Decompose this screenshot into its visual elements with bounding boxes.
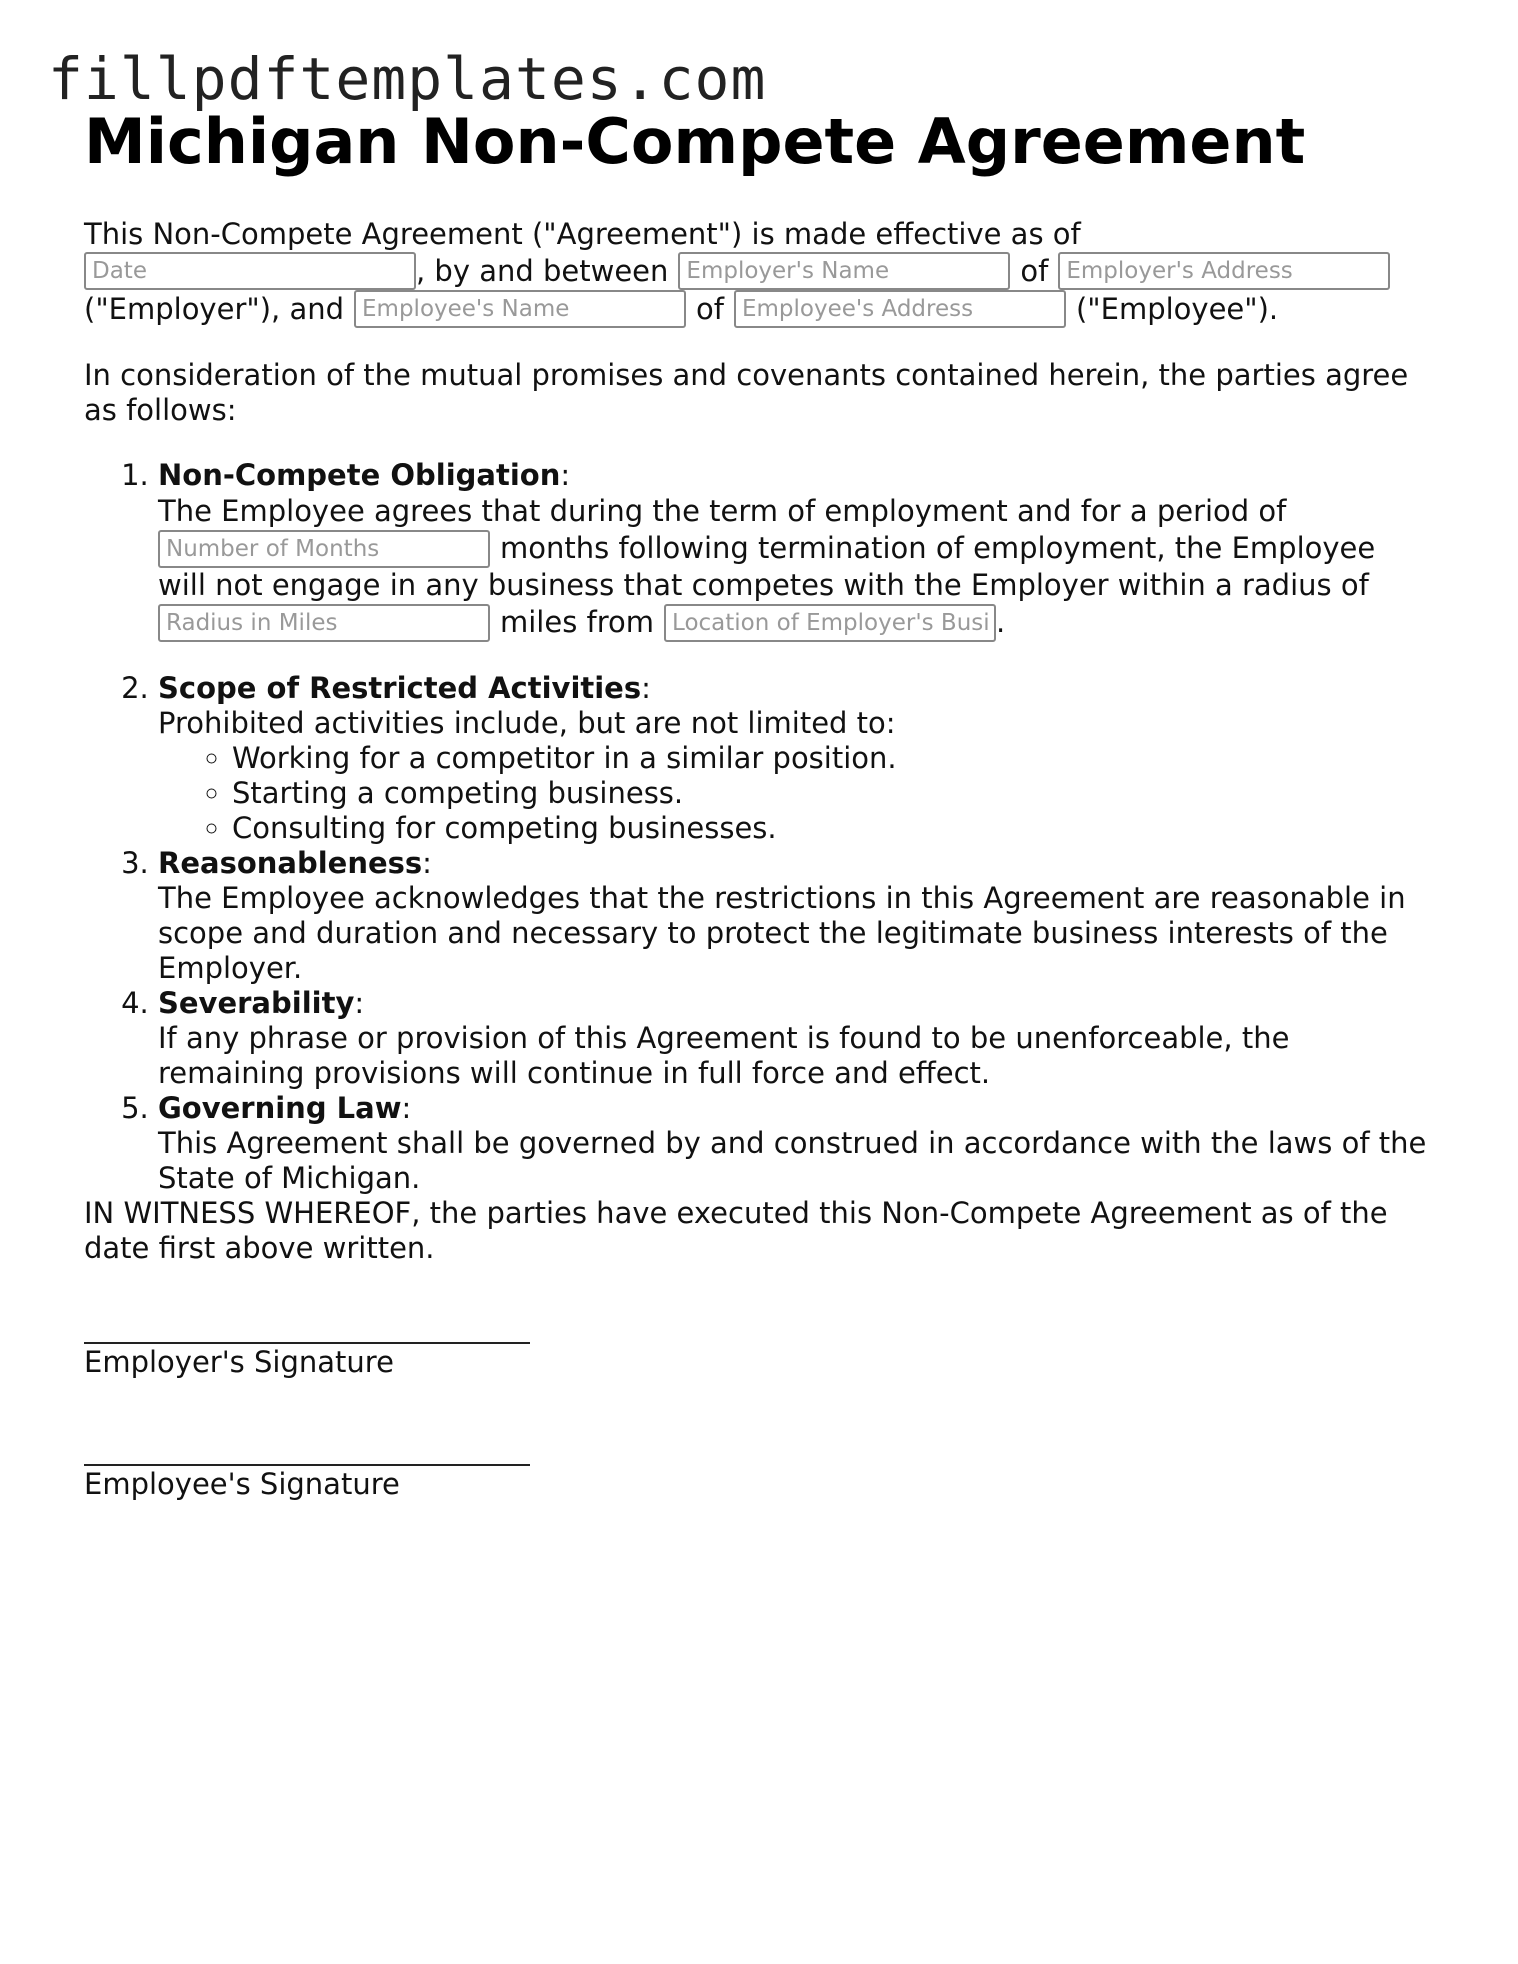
section-heading: Non-Compete Obligation [158,458,561,492]
intro-text-3: of [1020,253,1049,288]
witness-paragraph: IN WITNESS WHEREOF, the parties have executed this Non-Compete Agreement as of the date first above written. [84,1196,1388,1265]
consideration-paragraph: In consideration of the mutual promises and covenants contained herein, the parties agree as follows: [84,358,1409,427]
agreement-body [84,216,1444,1552]
employee-signature-label: Employee's Signature [84,1467,400,1501]
watermark: fillpdftemplates.com [48,45,767,113]
section-heading: Scope of Restricted Activities [158,671,642,705]
date-field[interactable] [84,252,416,290]
employee-address-field[interactable] [734,290,1066,328]
s1-text-3: will not engage in any business that competes with the Employer within a radius of [158,568,1369,602]
section-body [158,493,1444,641]
employer-signature-line[interactable] [84,1308,530,1344]
intro-text-2: , by and between [416,253,669,288]
section-body: Prohibited activities include, but are not limited to: [158,706,896,740]
section-heading: Reasonableness [158,846,423,880]
location-field[interactable] [664,604,996,642]
employer-signature-label: Employer's Signature [84,1345,394,1379]
restricted-activities-list [158,741,1444,846]
intro-paragraph [84,216,1444,328]
s1-text-5: . [996,605,1006,639]
employee-signature-line[interactable] [84,1430,530,1466]
sections-list [84,458,1444,1196]
s1-text-4: miles from [500,605,655,639]
employee-signature-block [84,1430,1444,1502]
months-field[interactable] [158,530,490,568]
section-severability: 4. Severability: If any phrase or provision of this Agreement is found to be unenforceable, the remaining provisions will continue in full force and effect. [158,986,1444,1091]
section-heading: Governing Law [158,1091,402,1125]
section-body: If any phrase or provision of this Agreement is found to be unenforceable, the remaining provisions will continue in full force and effect. [158,1021,1290,1090]
employer-signature-block [84,1308,1444,1380]
employee-name-field[interactable] [354,290,686,328]
s1-text-1: The Employee agrees that during the term of employment and for a period of [158,494,1287,528]
section-governing-law: 5. Governing Law: This Agreement shall be governed by and construed in accordance with the laws of the State of Michigan. [158,1091,1444,1196]
intro-text-6: ("Employee"). [1075,291,1279,326]
section-body: The Employee acknowledges that the restrictions in this Agreement are reasonable in scope and duration and necessary to protect the legitimate business interests of the Employer. [158,881,1406,985]
s1-text-2: months following termination of employment, the Employee [500,531,1376,565]
intro-text-5: of [696,291,724,326]
employer-name-field[interactable] [678,252,1010,290]
intro-text-4: ("Employer"), and [84,291,345,326]
employer-address-field[interactable] [1058,252,1390,290]
section-non-compete: 1. Non-Compete Obligation: The Employee agrees that during the term of employment and for a period of Number of Months months following termination of employment, the Employee will not engage in any business that competes with the Employer within a radius of Radius in Miles miles from Location of Employer's Business . [158,458,1444,641]
intro-text-1: This Non-Compete Agreement ("Agreement") is made effective as of [84,216,1081,251]
radius-field[interactable] [158,604,490,642]
list-item: ◦ Working for a competitor in a similar position. [232,741,1444,776]
list-item: ◦ Starting a competing business. [232,776,1444,811]
section-scope: 2. Scope of Restricted Activities: Prohibited activities include, but are not limited to: ◦ Working for a competitor in a similar position. ◦ Starting a competing business. ◦ Consulting for competing businesses. [158,671,1444,846]
list-item: ◦ Consulting for competing businesses. [232,811,1444,846]
section-reasonableness: 3. Reasonableness: The Employee acknowledges that the restrictions in this Agreement are reasonable in scope and duration and necessary to protect the legitimate business interests of the Employer. [158,846,1444,986]
section-body: This Agreement shall be governed by and construed in accordance with the laws of the State of Michigan. [158,1126,1427,1195]
section-heading: Severability [158,986,355,1020]
page-title: Michigan Non-Compete Agreement [84,105,1306,178]
